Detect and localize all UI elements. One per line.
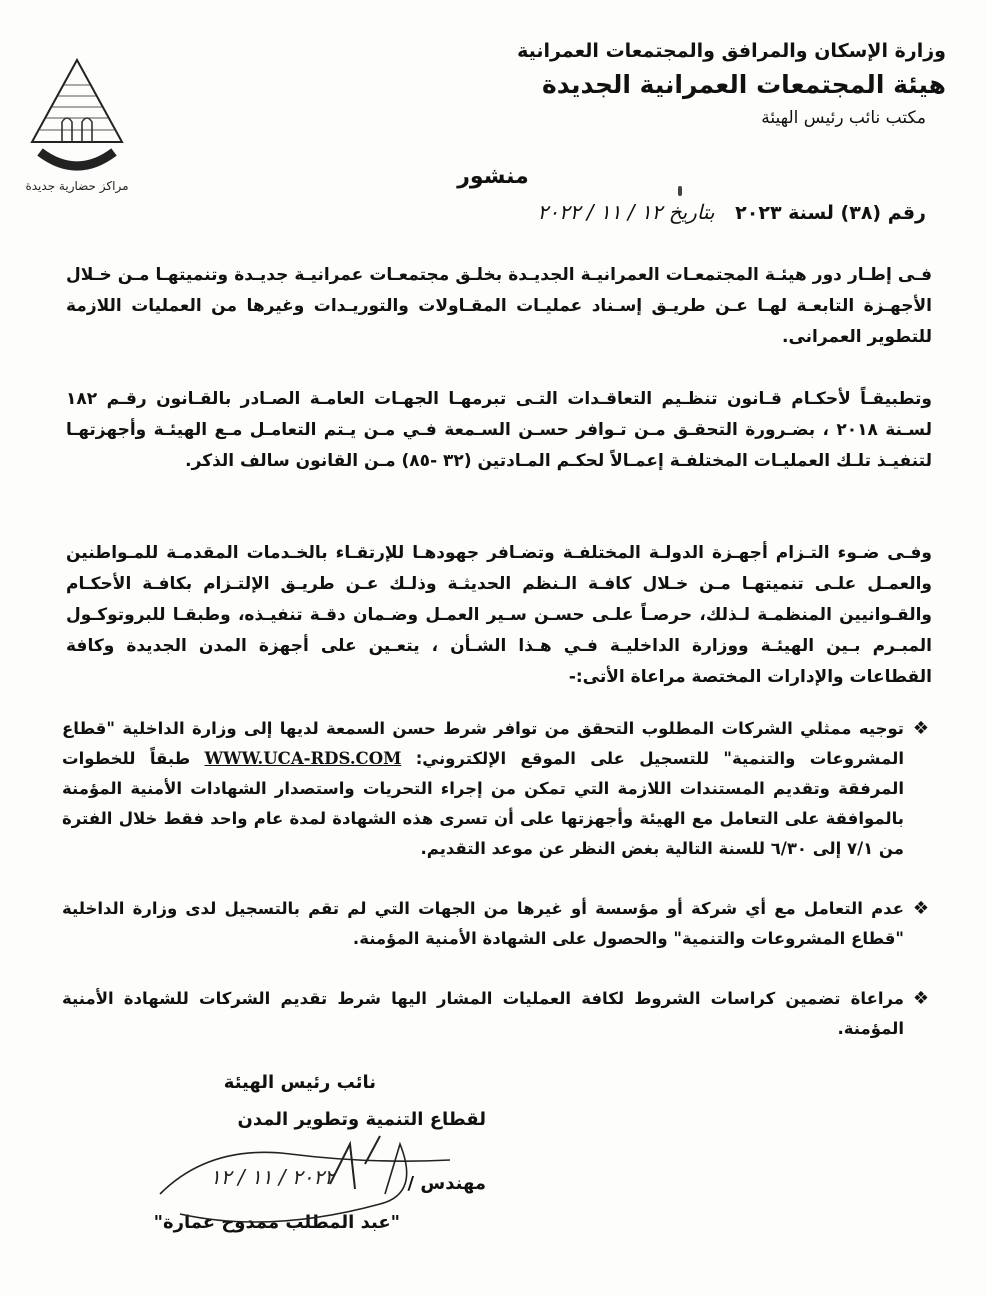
bullet-diamond-icon: ❖ <box>912 988 930 1009</box>
reference-line <box>537 200 926 224</box>
bullet-diamond-icon: ❖ <box>912 718 930 739</box>
circular-title: منشور <box>457 164 529 189</box>
signer-position: نائب رئيس الهيئة <box>223 1072 376 1093</box>
list-item <box>62 714 938 864</box>
date-value: ١٢ / ١١ / ٢٠٢٢ <box>537 200 663 224</box>
signer-name: "عبد المطلب ممدوح عمارة" <box>153 1212 400 1233</box>
registration-website-link[interactable]: WWW.UCA-RDS.COM <box>204 749 402 768</box>
ministry-name: وزارة الإسكان والمرافق والمجتمعات العمرانية <box>517 40 946 62</box>
bullet-text: توجيه ممثلي الشركات المطلوب التحقق من توافر شرط حسن السمعة لديها إلى وزارة الداخلية "قطاع المشروعات والتنمية" للتسجيل على الموقع الإلكتروني: <box>62 719 904 768</box>
bullet-text-continued: طبقاً للخطوات المرفقة وتقديم المستندات اللازمة التي تمكن من إجراء التحريات واستصدار الشهادات الأمنية المؤمنة بالموافقة على التعامل مع الهيئة وأجهزتها على أن تسرى هذه الشهادة لمدة عام واحد فقط خلال الفترة من ٧/١ إلى ٦/٣٠ للسنة التالية بغض النظر عن موعد التقديم. <box>62 749 904 858</box>
paragraph-law: وتطبيقـاً لأحكـام قـانون تنظـيم التعاقـدات التـى تبرمهـا الجهـات العامـة الصـادر بالقـانون رقـم ١٨٢ لسـنة ٢٠١٨ ، بضـرورة التحقـق مـن تـوافر حسـن السـمعة فـي مـن يـتم التعامـل مـع الهيئـة وأجهزتهـا لتنفيـذ تلـك العمليـات المختلفـة إعمـالاً لحكـم المـادتين (٣٢ -٨٥) مـن القانون سالف الذكر. <box>66 389 932 471</box>
paragraph-intro: فـى إطـار دور هيئـة المجتمعـات العمرانيـة الجديـدة بخلـق مجتمعـات عمرانيـة جديـدة وتنميتهـا مـن خـلال الأجهـزة التابعـة لهـا عـن طريـق إسـناد عمليـات المقـاولات والتوريـدات وغيرها من العمليات اللازمة للتطوير العمرانى. <box>66 265 932 347</box>
directives-list <box>62 714 938 1074</box>
handwritten-signature <box>150 1124 470 1244</box>
signature-date: ٢٠٢٢ / ١١ / ١٢ <box>210 1165 335 1189</box>
bullet-text: مراعاة تضمين كراسات الشروط لكافة العمليات المشار اليها شرط تقديم الشركات للشهادة الأمنية المؤمنة. <box>62 989 904 1038</box>
list-item <box>62 984 938 1044</box>
list-item <box>62 894 938 954</box>
office-name: مكتب نائب رئيس الهيئة <box>761 108 926 128</box>
letterhead <box>426 36 946 132</box>
bullet-text: عدم التعامل مع أي شركة أو مؤسسة أو غيرها من الجهات التي لم تقم بالتسجيل لدى وزارة الداخلية "قطاع المشروعات والتنمية" والحصول على الشهادة الأمنية المؤمنة. <box>62 899 904 948</box>
authority-name: هيئة المجتمعات العمرانية الجديدة <box>541 70 946 99</box>
engineer-label: مهندس / <box>407 1173 486 1194</box>
date-label: بتاريخ <box>668 200 715 224</box>
paragraph-protocol: وفـى ضـوء التـزام أجهـزة الدولـة المختلفـة وتضـافر جهودهـا للإرتقـاء بالخـدمات المقدمـة للمـواطنين والعمـل علـى تنميتهـا مـن خـلال كافـة الـنظم الحديثـة وذلـك عـن طريـق الإلتـزام بكافـة الأحكـام والقـوانيين المنظمـة لـذلك، حرصـاً علـى حسـن سـير العمـل وضـمان دقـة تنفيـذه، وطبقـا للبروتوكـول المبـرم بـين الهيئـة ووزارة الداخليـة فـي هـذا الشـأن ، يتعـين على أجهزة المدن الجديدة وكافة القطاعات والإدارات المختصة مراعاة الأتى:- <box>66 543 932 687</box>
bullet-diamond-icon: ❖ <box>912 898 930 919</box>
signer-sector: لقطاع التنمية وتطوير المدن <box>237 1109 486 1130</box>
logo-caption: مراكز حضارية جديدة <box>25 179 129 193</box>
reference-number: رقم (٣٨) لسنة ٢٠٢٣ <box>735 202 926 224</box>
